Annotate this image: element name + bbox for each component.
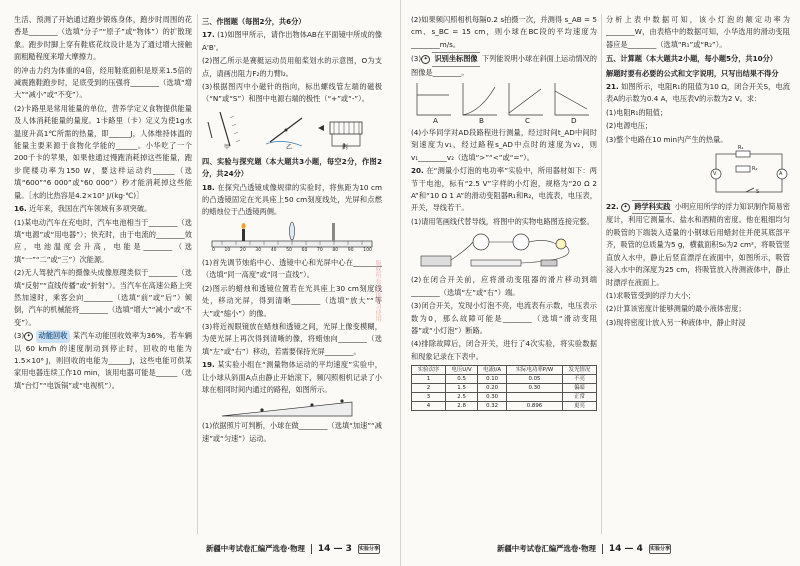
section-5-note: 解题时要有必要的公式和文字说明，只写出结果不得分 [606, 68, 779, 78]
q17-part-3: (3)根据图丙中小磁针的指向，标出螺线管左端的磁极（“N”或“S”）和图中电源右端的极性（“+”或“-”）。 [202, 82, 382, 104]
q16-part-1: (1)某电动汽车在充电时，汽车电池相当于________（选填“电源”或“用电器”）；快充时，由于电流的________效应，电池温度会升高，电能是________（选填“一”“二”或“三”）次能源。 [14, 217, 192, 264]
q19-sub-3: (3) ✦ 识别坐标图像 下列能说明小球在斜面上运动情况的图像是________。 [411, 54, 597, 77]
incline-figure [202, 398, 382, 418]
section-5-title: 五、计算题（本大题共2小题，每小题5分，共10分） [606, 54, 777, 64]
right-page [400, 0, 800, 566]
table-header: 实际电功率P/W [507, 366, 563, 375]
q19-banner: 识别坐标图像 [432, 52, 479, 66]
light-screen [332, 223, 335, 241]
battery-pack [421, 256, 451, 266]
lightbulb-icon: ✦ [24, 332, 33, 341]
graph-d [555, 83, 589, 115]
switch-s [746, 188, 754, 192]
q22-sub-3: (3)现将密度计放入另一种液体中，静止时浸 [606, 317, 746, 327]
pivot-o [285, 128, 288, 131]
ruler-mark: 0 [212, 247, 215, 253]
ruler-labels [212, 248, 372, 254]
q16-title: 16. 近年来，我国在汽车领域有多项突破。 [14, 204, 152, 214]
table-header: 电流I/A [478, 366, 507, 375]
rheostat [471, 260, 521, 266]
q21-circuit [606, 148, 790, 198]
experiment-table [411, 365, 597, 411]
table-row: 4 2.8 0.32 0.896 更亮 [412, 402, 597, 411]
ruler-mark: 60 [301, 247, 308, 253]
ruler-mark: 40 [270, 247, 277, 253]
motion-graphs-svg [411, 81, 597, 125]
candle-flame [242, 223, 246, 229]
q20-sub-2: (2)在闭合开关前，应将滑动变阻器的滑片移动到端________（选填“左”或“右”）端。 [411, 275, 597, 297]
book-title: 新疆中考试卷汇编严选卷·物理 [206, 543, 305, 553]
switch [541, 260, 557, 266]
label-s: S [756, 189, 760, 196]
q22-sub-2: (2)计算该密度计能够测量的最小液体密度； [606, 304, 746, 314]
object-ab [208, 122, 212, 138]
wires [451, 241, 569, 264]
q20-part-1: 20. 在“测量小灯泡的电功率”实验中，所用器材如下：两节干电池，标有“2.5 V”字样的小灯泡，规格为“20 Ω 2 A”和“10 Ω 1 A”的滑动变阻器R₁和R₂，电流表，电压表，开关，导线若干。 [411, 166, 597, 213]
coil-turns [334, 122, 359, 134]
incline-diagram [202, 398, 382, 418]
graph-label-a: A [433, 116, 438, 126]
q20-sub-3: (3)闭合开关，发现小灯泡不亮，电流表有示数，电压表示数为0，那么故障可能是________（选填“滑动变阻器”或“小灯泡”）断路。 [411, 301, 597, 335]
label-a: A [779, 171, 783, 178]
q15-part-2: (2)卡路里是常用能量的单位，营养学定义食物提供能量及人体消耗能量的量度。1卡路里（卡）定义为使1g水温度升高1℃所需的热量，即______J，人体维持体温的能量主要来源于食物化学能的______。小华吃了一个200千卡的苹果，如果他通过慢跑消耗掉这些能量，跑步爬楼功率为150 W，要这样运动约______（选填“600”“6 000”或“60 000”）秒才能消耗掉这些能量。［水的比热容是4.2×10³ J/(kg·℃)］ [14, 103, 192, 200]
lightbulb-icon: ✦ [621, 203, 630, 212]
compass-needle [318, 125, 324, 131]
circuit-kit [411, 230, 597, 272]
motion-graphs [411, 81, 597, 125]
left-col-divider [197, 14, 198, 534]
label-v: V [713, 171, 717, 178]
ruler-mark: 70 [316, 247, 323, 253]
page-number: 14 — 4 [608, 543, 643, 554]
q18-sub-3: (3)将近视眼镜放在蜡烛和透镜之间，光屏上像变模糊，为使光屏上再次得到清晰的像，将蜡烛向________（选填“左”或“右”）移动，若需要保持光屏________。 [202, 321, 382, 356]
q19-sub-1: (1)依据照片可判断，小球在做________（选填“加速”“减速”或“匀速”）运动。 [202, 421, 382, 443]
light-bulb [556, 239, 566, 249]
incline-plane [222, 402, 352, 416]
optical-bench-figure [202, 221, 382, 255]
voltmeter [513, 234, 529, 250]
ball-c [260, 409, 263, 412]
circuit-kit-figure [411, 230, 597, 272]
water-line [266, 141, 302, 146]
publisher-logo: 实验分享 [358, 546, 379, 552]
ruler-mark: 10 [224, 247, 231, 253]
q21-sub-1: (1)电阻R₁的阻值； [606, 107, 668, 117]
q15-continued-1: 生活、预测了开始通过跑步锻炼身体，跑步时周围的花香是________（选填“分子”“原子”或“物体”）的扩散现象。跑步时脚上穿有鞋底花纹设计是为了通过增大接触面粗糙程度来增大摩擦力。 [14, 15, 192, 62]
right-col-divider [601, 14, 602, 534]
q18-sub-2: (2)图示的蜡烛和透镜位置若在光具座上30 cm刻度线处，移动光屏，得到清晰________（选填“放大”“等大”或“缩小”）的像。 [202, 283, 382, 318]
page-number: 14 — 3 [317, 543, 352, 554]
graph-label-b: B [479, 116, 484, 126]
table-header: 实验次序 [412, 366, 446, 375]
fig-label-jia: 甲 [224, 143, 231, 151]
left-col-1 [14, 14, 192, 534]
candle [242, 229, 245, 241]
watermark: 版权所有·仅供学习使用 [374, 260, 381, 322]
q16-part-2: (2)无人驾驶汽车的摄像头成像原理类似于________（选填“反射”“直线传播”或“折射”）。当汽车在高速公路上突然加速时，乘客会向________（选填“前”或“后”）倾倒，汽车的机械能将________（选填“增大”“减小”或“不变”）。 [14, 268, 192, 327]
q15-continued-2: 的冲击力约为体重的4倍，经用鞋底面积是原来1.5倍的减震跑鞋跑步时，足底受到的压强将________（选填“增大”“减小”或“不变”）。 [14, 65, 192, 100]
convex-lens [290, 222, 295, 240]
q19-sub-2: (2)如果频闪照相机每隔0.2 s拍摄一次，并测得 s_AB = 5 cm、s_BC = 15 cm，则小球在BC段的平均速度为________m/s。 [411, 15, 597, 49]
q22-part-1: 22. ✦ 跨学科实践 小明应用所学的浮力知识制作简易密度计，利用它测量水、盐水和酒精的密度。他在粗细均匀的吸管的下端装入适量的小钢球后用蜡封住并使其底部平齐，吸管的总质量为5 g，横截面积S₀为2 cm²，将吸管竖直放入水中，静止后竖直漂浮在液面中，如图所示，吸管浸入水中的深度为25 cm，将吸管放入待测液体中，静止时漂浮在液面上。 [606, 202, 790, 287]
section-3-title: 三、作图题（每图2分，共6分） [202, 17, 306, 26]
q16-part-3: (3) ✦ 动能回收 某汽车动能回收效率为36%，若车辆以 60 km/h 的速度制动到停止时，回收的电能为 1.5×10⁶ J，则回收的电能为______J，这些电能可供某家用电器连续工作10 min，该用电器可能是______（选填“台灯”“电饭锅”或“电视机”）。 [14, 331, 192, 390]
q20-sub-1: (1)请用笔画线代替导线，将图中的实物电路图连接完整。 [411, 216, 594, 226]
graph-b [463, 83, 497, 115]
q18-part-1: 18. 在探究凸透镜成像规律的实验时，将焦距为10 cm的凸透镜固定在光具座上50 cm刻度线处，光屏和点燃的蜡烛位于凸透镜两侧。 [202, 182, 382, 217]
q21-part-1: 21. 如图所示，电阻R₁的阻值为10 Ω，闭合开关S，电流表A的示数为0.4 A，电压表V的示数为2 V。求： [606, 82, 790, 104]
ruler-mark: 20 [239, 247, 246, 253]
q21-sub-3: (3)整个电路在10 min内产生的热量。 [606, 134, 728, 144]
circuit-loop [716, 154, 782, 192]
ruler-mark: 30 [255, 247, 262, 253]
resistor-r2 [736, 166, 750, 172]
section-4-title: 四、实验与探究题（本大题共3小题，每空2分，作图2分，共24分） [202, 156, 382, 179]
table-row: 3 2.5 0.30 正常 [412, 393, 597, 402]
right-col-1 [411, 14, 597, 534]
ruler-mark: 100 [363, 247, 372, 253]
table-header-row [412, 366, 597, 375]
label-r1: R₁ [738, 145, 744, 152]
ruler-mark: 90 [347, 247, 354, 253]
ball-a [340, 400, 343, 403]
graph-label-d: D [571, 116, 577, 126]
q22-banner: 跨学科实践 [632, 200, 672, 214]
left-footer [206, 542, 380, 556]
footer-separator [602, 544, 603, 554]
book-title: 新疆中考试卷汇编严选卷·物理 [497, 543, 596, 553]
q17-figures [202, 108, 382, 154]
table-header: 发光情况 [562, 366, 596, 375]
q22-sub-1: (1)求吸管受到的浮力大小； [606, 290, 696, 300]
ball-b [310, 404, 313, 407]
lightbulb-icon: ✦ [421, 55, 430, 64]
mirror-line [220, 112, 230, 146]
graph-label-c: C [525, 116, 531, 126]
q19-part-1: 19. 某实验小组在“测量物体运动的平均速度”实验中，让小球从斜面A点由静止开始滚下，频闪照相机记录了小球在相同时间内通过的路程，如图所示。 [202, 360, 382, 394]
right-footer [497, 542, 671, 556]
q17-part-2: (2)图乙所示是赛艇运动员用船桨划水的示意图，O为支点，请画出阻力F₂的力臂l₂。 [202, 56, 382, 78]
label-r2: R₂ [752, 166, 758, 173]
q17-part-1: 17. (1)如图甲所示，请作出物体AB在平面镜中所成的像A'B'。 [202, 30, 382, 52]
q20-sub-4: (4)排除故障后，闭合开关，进行了4次实验，将实验数据和现象记录在下表中。 [411, 339, 597, 361]
ruler-mark: 80 [332, 247, 339, 253]
q20-continued: 分析上表中数据可知，该小灯泡的额定功率为________W，由表格中的数据可知，小华选用的滑动变阻器应是________（选填“R₁”或“R₂”）。 [606, 15, 790, 49]
footer-separator [311, 544, 312, 554]
table-row: 2 1.5 0.20 0.30 偏暗 [412, 384, 597, 393]
q18-sub-1: (1)首先调节烛焰中心、透镜中心和光屏中心在________（选填“同一高度”或“同一直线”）。 [202, 257, 382, 280]
ammeter [473, 234, 489, 250]
mirror-hatch [230, 116, 240, 142]
publisher-logo: 实验分享 [649, 546, 670, 552]
q16-banner: 动能回收 [36, 330, 71, 342]
graph-c [509, 83, 543, 115]
q19-sub-4: (4)小华同学对AD段路程进行测量，经过时间t_AD中间时刻速度为v₁，经过路程s_AD中点时的速度为v₂，则v₁________v₂（选填“>”“<”或“=”）。 [411, 128, 597, 162]
ruler-mark: 50 [286, 247, 292, 253]
graph-a [417, 83, 451, 115]
q21-sub-2: (2)电源电压； [606, 121, 653, 131]
solenoid [330, 122, 362, 134]
table-header: 电压U/V [446, 366, 478, 375]
fig-label-yi: 乙 [286, 143, 293, 151]
table-row: 1 0.5 0.10 0.05 不亮 [412, 375, 597, 384]
left-col-2 [202, 14, 382, 534]
q21-circuit-figure [606, 145, 790, 198]
fig-label-bing: 丙 [342, 143, 349, 151]
right-col-2 [606, 14, 790, 534]
